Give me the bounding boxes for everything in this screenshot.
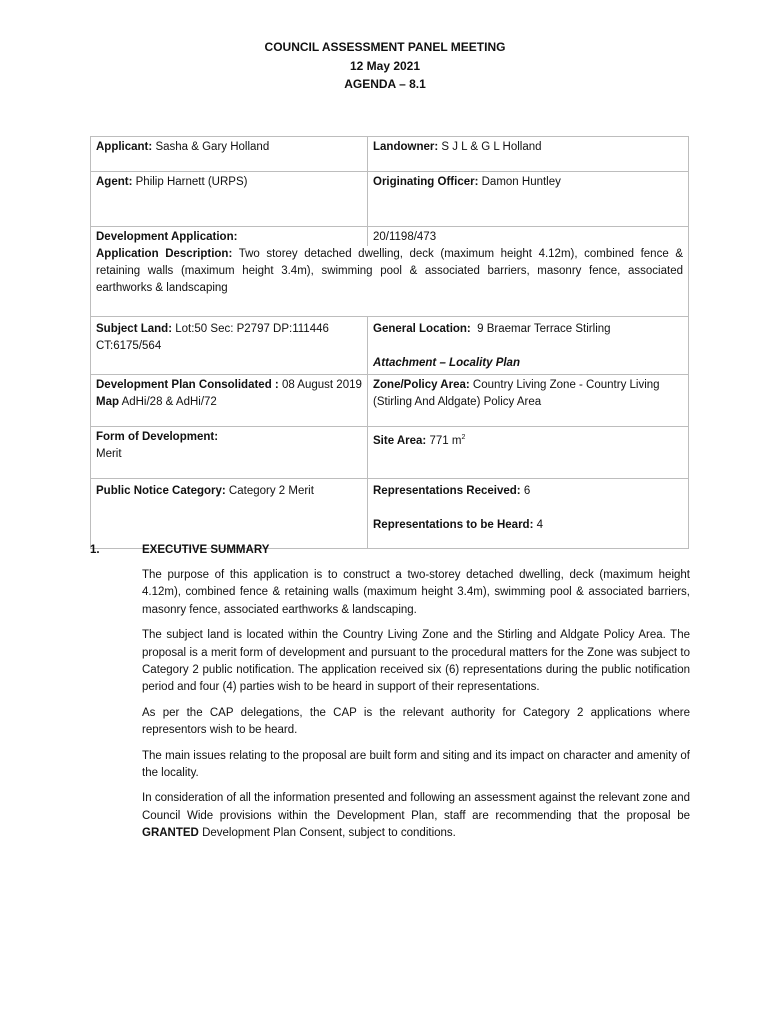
agent-cell [91,172,368,227]
dev-plan-cell [91,374,368,426]
representations-received-label: Representations Received: [373,484,521,497]
agent-label: Agent: [96,176,133,188]
dev-application-value: 20/1198/473 [373,231,437,243]
agent-value: Philip Harnett (URPS) [135,176,248,188]
public-notice-cell [91,478,368,548]
site-area-label: Site Area: [373,434,427,447]
summary-paragraph-3: As per the CAP delegations, the CAP is the relevant authority for Category 2 applications where representors wish to be heard. [142,706,690,737]
form-of-development-label: Form of Development: [96,430,219,443]
agenda-header [0,38,770,94]
dev-application-label-cell [91,227,368,247]
executive-summary-section [90,542,690,851]
summary-paragraph-2: The subject land is located within the Country Living Zone and the Stirling and Aldgate Policy Area. The proposal is a merit form of development and pursuant to the procedural matters for the Zone was subject to Category 2 public notification. The application received six (6) representations during the public notification period and four (4) parties wish to be heard in support of their representations. [142,629,690,694]
officer-label: Originating Officer: [373,176,479,188]
landowner-cell [368,137,689,172]
meeting-title: COUNCIL ASSESSMENT PANEL MEETING [264,40,506,54]
meeting-date: 12 May 2021 [349,58,421,73]
general-location-cell [368,316,689,374]
dev-plan-label: Development Plan Consolidated : [96,378,279,391]
dev-plan-value: 08 August 2019 [281,378,362,391]
form-of-development-cell [91,426,368,478]
map-value: AdHi/28 & AdHi/72 [121,395,217,408]
dev-application-label: Development Application: [96,231,238,243]
summary-paragraph-5 [142,790,690,842]
section-number: 1. [90,544,100,556]
zone-value: Country Living Zone - Country Living (Stirling And Aldgate) Policy Area [373,378,660,408]
landowner-value: S J L & G L Holland [441,141,542,153]
site-area-value: 771 m [429,434,462,447]
public-notice-value: Category 2 Merit [228,484,314,497]
attachment-link[interactable]: Attachment – Locality Plan [373,356,520,369]
representations-cell [368,478,689,548]
agenda-item: AGENDA – 8.1 [344,77,426,91]
application-description-cell [91,246,689,316]
applicant-value: Sasha & Gary Holland [155,141,270,153]
summary-paragraph-1: The purpose of this application is to construct a two-storey detached dwelling, deck (maximum height 4.12m), combined fence & retaining walls (maximum height 3.4m), swimming pool & associated barriers, masonry fence, associated earthworks & landscaping. [142,569,690,616]
site-area-superscript: 2 [461,433,466,441]
subject-land-cell [91,316,368,374]
application-details-table [90,136,689,549]
recommendation-granted: GRANTED [142,827,199,840]
general-location-value: 9 Braemar Terrace Stirling [477,322,611,335]
subject-land-label: Subject Land: [96,322,173,335]
officer-cell [368,172,689,227]
application-description-label: Application Description: [96,248,233,260]
site-area-cell [368,426,689,478]
section-heading: EXECUTIVE SUMMARY [142,544,270,556]
representations-heard-value: 4 [536,518,544,531]
form-of-development-value: Merit [96,447,122,460]
zone-label: Zone/Policy Area: [373,378,470,391]
applicant-label: Applicant: [96,141,153,153]
zone-cell [368,374,689,426]
subject-land-value: Lot:50 Sec: P2797 DP:111446 CT:6175/564 [96,322,329,352]
applicant-cell [91,137,368,172]
representations-received-value: 6 [523,484,531,497]
landowner-label: Landowner: [373,141,439,153]
summary-paragraph-5-start: In consideration of all the information presented and following an assessment against the relevant zone and Council Wide provisions within the Development Plan, staff are recommending that the proposal be [142,792,690,822]
public-notice-label: Public Notice Category: [96,484,226,497]
general-location-label: General Location: [373,322,471,335]
map-label: Map [96,395,119,408]
application-description-value: Two storey detached dwelling, deck (maximum height 4.12m), combined fence & retaining walls (maximum height 3.4m), swimming pool & associated barriers, masonry fence, associated earthworks & landscaping [96,248,683,294]
summary-paragraph-5-end: Development Plan Consent, subject to conditions. [202,827,456,840]
officer-value: Damon Huntley [481,176,561,188]
dev-application-value-cell [368,227,689,247]
summary-paragraph-4: The main issues relating to the proposal are built form and siting and its impact on character and amenity of the locality. [142,749,690,780]
representations-heard-label: Representations to be Heard: [373,518,534,531]
